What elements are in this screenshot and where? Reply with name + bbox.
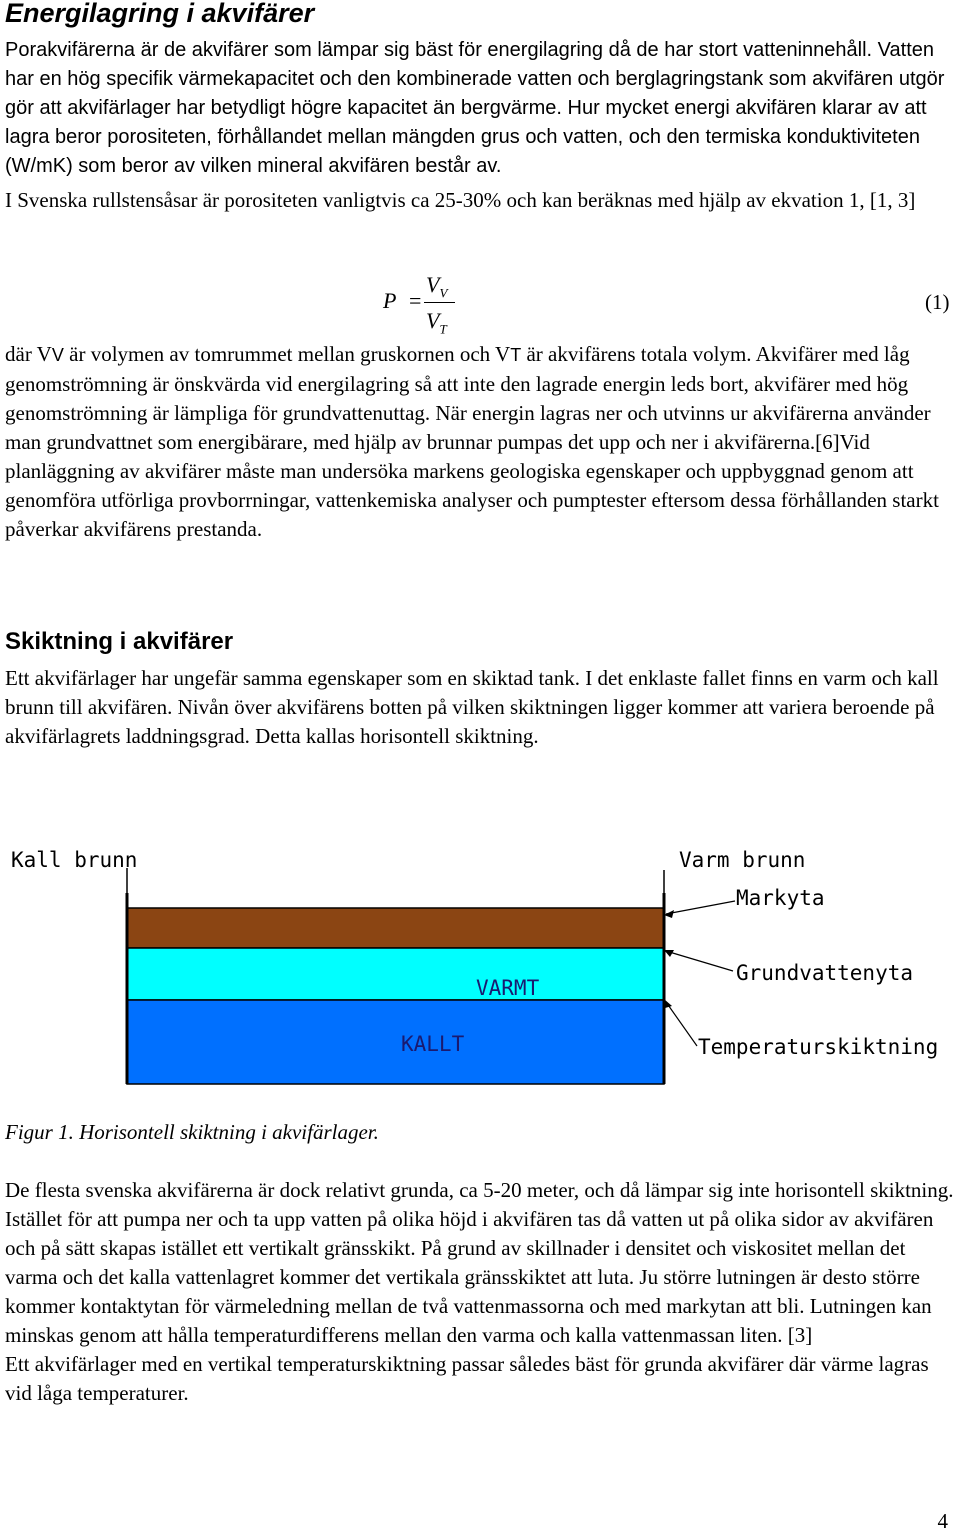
section-heading-skiktning: Skiktning i akvifärer [5, 628, 234, 655]
label-grundvattenyta: Grundvattenyta [736, 961, 914, 985]
warm-water-layer [127, 948, 664, 1000]
equation-lhs: P [383, 288, 397, 313]
paragraph-vertical [5, 1176, 957, 1408]
paragraph-vertical-a: De flesta svenska akvifärerna är dock relativt grunda, ca 5-20 meter, och då lämpar sig inte horisontell skiktning. Istället för att pumpa ner och ta upp vatten på olika höjd i akvifären tas då vatten ut på olika sidor av akvifären och på sätt skapas istället ett vertikalt gränsskikt. På grund av skillnader i densitet och viskositet mellan det varma och det kalla vattenlagret kommer det vertikala gränsskiktet att luta. Ju större lutningen är desto större kommer kontaktytan för värmeledning mellan de två vattenmassorna och med markytan att bli. Lutningen kan minskas genom att hålla temperaturdifferens mellan den varma och kalla vattenmassan liten. [3] [5, 1178, 954, 1347]
cold-water-layer [127, 1000, 664, 1084]
label-varmt: VARMT [476, 976, 540, 1000]
figure-caption: Figur 1. Horisontell skiktning i akvifärlager. [5, 1120, 379, 1144]
equation-denominator: $V_T$ [426, 308, 447, 337]
equation-equals: = [409, 288, 422, 313]
label-kallt: KALLT [401, 1032, 465, 1056]
equation-numerator: $V_V$ [426, 272, 448, 301]
paragraph-intro: Porakvifärerna är de akvifärer som lämpar sig bäst för energilagring då de har stort vatteninnehåll. Vatten har en hög specifik värmekapacitet och den kombinerade vatten och berglagringstank som akvifären utgör gör att akvifärlager har betydligt högre kapacitet än bergvärme. Hur mycket energi akvifären klarar av att lagra beror porositeten, förhållandet mellan mängden grus och vatten, och den termiska konduktiviteten (W/mK) som beror av vilken mineral akvifären består av. [5, 39, 945, 177]
label-varm-brunn: Varm brunn [679, 848, 806, 872]
label-temperaturskiktning: Temperaturskiktning [698, 1035, 939, 1059]
label-kall-brunn: Kall brunn [11, 848, 138, 872]
paragraph-vertical-b: Ett akvifärlager med en vertikal temperaturskiktning passar således bäst för grunda akvifärer där värme lagras vid låga temperaturer. [5, 1352, 929, 1405]
paragraph-porosity: I Svenska rullstensåsar är porositeten vanligtvis ca 25-30% och kan beräknas med hjälp av ekvation 1, [1, 3] [5, 188, 916, 212]
paragraph-skiktning: Ett akvifärlager har ungefär samma egenskaper som en skiktad tank. I det enklaste fallet finns en varm och kall brunn till akvifären. Nivån över akvifärens botten på vilken skiktningen ligger kommer att variera beroende på akvifärlagrets laddningsgrad. Detta kallas horisontell skiktning. [5, 666, 939, 748]
figure-horizontal-stratification [0, 838, 960, 1098]
soil-layer [127, 908, 664, 948]
section-heading-energilagring: Energilagring i akvifärer [5, 0, 315, 28]
paragraph-volumes: där VV är volymen av tomrummet mellan gruskornen och VT är akvifärens totala volym. Akvifärer med låg genomströmning är önskvärda vid energilagring så att inte den lagrade energin leds bort, akvifärer med hög genomströmning är lämpliga för grundvattenuttag. När energin lagras ner och utvinns ur akvifärerna använder man grundvattnet som energibärare, med hjälp av brunnar pumpas det upp och ner i akvifärerna.[6]Vid planläggning av akvifärer måste man undersöka markens geologiska egenskaper och uppbyggnad genom att genomföra utförliga provborrningar, vattenkemiska analyser och pumptester eftersom dessa förhållanden starkt påverkar akvifärens prestanda. [5, 342, 939, 541]
page-number: 4 [937, 1509, 948, 1533]
fraction-bar [424, 302, 455, 303]
equation-number: (1) [925, 290, 950, 314]
equation-1 [0, 268, 960, 338]
label-markyta: Markyta [736, 886, 825, 910]
